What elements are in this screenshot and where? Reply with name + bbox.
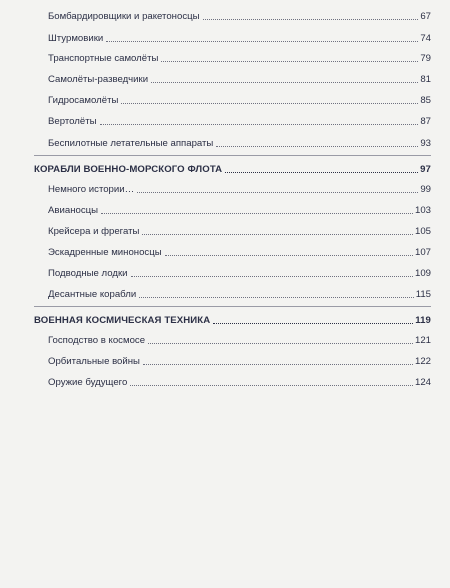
toc-leader: [203, 19, 419, 20]
toc-leader: [100, 124, 419, 125]
toc-entry-title: Крейсера и фрегаты: [48, 226, 140, 237]
toc-section-page: 97: [420, 164, 431, 175]
toc-leader: [216, 146, 418, 147]
toc-entry-page: 67: [420, 11, 431, 22]
toc-entry-page: 103: [414, 205, 431, 216]
toc-leader: [148, 343, 413, 344]
toc-leader: [151, 82, 418, 83]
toc-leader: [131, 276, 413, 277]
toc-entry: [48, 12, 431, 22]
toc-entry-page: 85: [420, 95, 431, 106]
toc-entry-title: Эскадренные миноносцы: [48, 247, 162, 258]
toc-entry: [48, 269, 431, 279]
toc-entry-title: Бомбардировщики и ракетоносцы: [48, 11, 200, 22]
toc-leader: [101, 213, 413, 214]
toc-entry: [48, 139, 431, 149]
toc-entry: [48, 185, 431, 195]
toc-entry-page: 81: [420, 74, 431, 85]
toc-entry: [48, 336, 431, 346]
toc-leader: [213, 323, 413, 324]
toc-entry-title: Авианосцы: [48, 205, 99, 216]
section-divider: [34, 155, 431, 156]
toc-entry-title: Орбитальные войны: [48, 356, 140, 367]
toc-entry-page: 105: [414, 226, 431, 237]
toc-leader: [139, 297, 414, 298]
toc-entry: [48, 75, 431, 85]
toc-entry-title: Самолёты-разведчики: [48, 74, 149, 85]
toc-leader: [106, 41, 418, 42]
toc-section-title: КОРАБЛИ ВОЕННО-МОРСКОГО ФЛОТА: [34, 164, 223, 175]
toc-leader: [121, 103, 418, 104]
toc-entry: [48, 357, 431, 367]
toc-leader: [161, 61, 418, 62]
toc-entry-page: 93: [420, 138, 431, 149]
toc-entry-page: 74: [420, 33, 431, 44]
toc-entry: [48, 96, 431, 106]
toc-entry-page: 99: [420, 184, 431, 195]
toc-entry-title: Господство в космосе: [48, 335, 146, 346]
toc-entry: [48, 227, 431, 237]
section-divider: [34, 306, 431, 307]
toc-entry: [48, 117, 431, 127]
toc-leader: [143, 364, 413, 365]
toc-entry-title: Подводные лодки: [48, 268, 128, 279]
toc-section-heading: [34, 316, 431, 326]
toc-section-page: 119: [415, 315, 431, 326]
toc-entry: [48, 54, 431, 64]
toc-section-heading: [34, 165, 431, 175]
toc-leader: [225, 172, 418, 173]
toc-leader: [137, 192, 418, 193]
toc-entry-title: Гидросамолёты: [48, 95, 119, 106]
toc-entry: [48, 34, 431, 44]
toc-entry-page: 107: [414, 247, 431, 258]
toc-leader: [165, 255, 413, 256]
toc-entry-page: 124: [414, 377, 431, 388]
toc-entry-page: 115: [415, 289, 431, 300]
toc-section-title: ВОЕННАЯ КОСМИЧЕСКАЯ ТЕХНИКА: [34, 315, 211, 326]
toc-entry-title: Вертолёты: [48, 116, 97, 127]
toc-entry-title: Транспортные самолёты: [48, 53, 159, 64]
toc-entry-page: 121: [414, 335, 431, 346]
toc-entry-page: 87: [420, 116, 431, 127]
toc-entry-title: Беспилотные летательные аппараты: [48, 138, 214, 149]
toc-entry-title: Десантные корабли: [48, 289, 137, 300]
toc-leader: [130, 385, 413, 386]
toc-entry-page: 109: [414, 268, 431, 279]
toc-entry-page: 122: [414, 356, 431, 367]
toc-entry: [48, 206, 431, 216]
toc-leader: [142, 234, 413, 235]
toc-entry: [48, 378, 431, 388]
toc-entry: [48, 290, 431, 300]
toc-entry-title: Штурмовики: [48, 33, 104, 44]
toc-entry-title: Немного истории…: [48, 184, 135, 195]
toc-entry: [48, 248, 431, 258]
toc-entry-title: Оружие будущего: [48, 377, 128, 388]
toc-entry-page: 79: [420, 53, 431, 64]
